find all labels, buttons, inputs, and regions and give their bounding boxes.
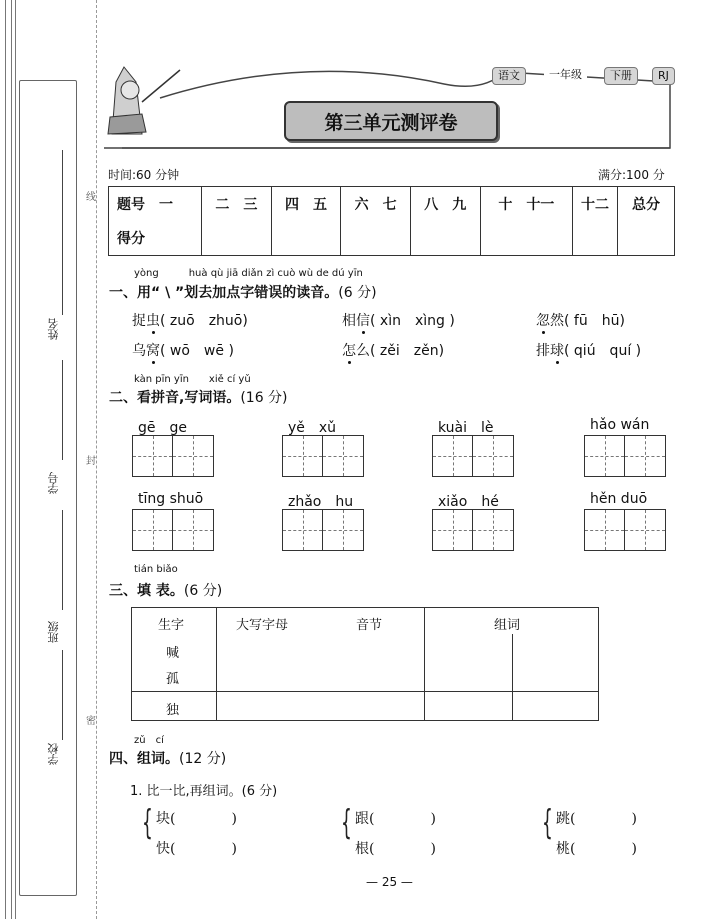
pinyin-prompt: tīng shuō: [138, 491, 204, 507]
margin-line: [11, 0, 12, 919]
class-label: 班级: [47, 621, 60, 643]
close-paren: ): [631, 841, 637, 857]
writing-cell[interactable]: [323, 436, 363, 476]
word-blank[interactable]: [556, 808, 637, 828]
writing-cell[interactable]: [323, 510, 363, 550]
school-underline: [62, 650, 63, 740]
brace-icon: {: [341, 803, 352, 843]
writing-grid: [584, 435, 666, 477]
word-prefix: 桃(: [556, 841, 576, 857]
close-paren: ): [631, 811, 637, 827]
full-score-info: 满分:100 分: [598, 168, 665, 182]
writing-cell[interactable]: [133, 510, 173, 550]
score-table: [108, 186, 675, 256]
pinyin-prompt: kuài lè: [438, 420, 494, 436]
item-word: 乌窝: [132, 343, 160, 359]
score-cell[interactable]: [341, 221, 411, 256]
section4-pinyin: zǔ cí: [134, 735, 164, 746]
word-blank[interactable]: [156, 808, 237, 828]
writing-grid: [132, 435, 214, 477]
cut-line: [96, 0, 97, 919]
header-char: 生字: [158, 618, 185, 633]
word-prefix: 根(: [355, 841, 375, 857]
score-header-cell: 六 七: [341, 187, 411, 222]
item-options: ( fū hū): [564, 313, 625, 329]
table-divider: [512, 634, 513, 720]
score-row-label: 得分: [109, 221, 202, 256]
section1-heading: 一、用“ \ ”划去加点字错误的读音。(6 分): [109, 285, 377, 301]
pronunciation-item[interactable]: [536, 340, 641, 360]
edition-tag: RJ: [652, 67, 675, 85]
writing-grid: [132, 509, 214, 551]
brace-icon: {: [142, 803, 153, 843]
writing-grid: [432, 509, 514, 551]
word-blank[interactable]: [156, 838, 237, 858]
word-prefix: 跳(: [556, 811, 576, 827]
pinyin-prompt: hěn duō: [590, 491, 648, 507]
section4-heading: 四、组词。(12 分): [109, 751, 227, 767]
score-cell[interactable]: [271, 221, 341, 256]
cut-mark: 线: [86, 192, 96, 203]
close-paren: ): [231, 811, 237, 827]
table-divider: [132, 691, 598, 692]
section2-pinyin: kàn pīn yīn xiě cí yǔ: [134, 374, 251, 385]
score-header-cell: 十 十一: [480, 187, 572, 222]
item-word: 捉虫: [132, 313, 160, 329]
writing-grid: [282, 435, 364, 477]
word-blank[interactable]: [355, 838, 436, 858]
writing-cell[interactable]: [473, 510, 513, 550]
char-cell: 喊: [166, 646, 180, 661]
pronunciation-item[interactable]: [132, 340, 234, 360]
word-prefix: 快(: [156, 841, 176, 857]
section1-pinyin: yòng huà qù jiā diǎn zì cuò wù de dú yīn: [134, 268, 363, 279]
subject-tag: 语文: [492, 67, 526, 85]
close-paren: ): [231, 841, 237, 857]
item-options: ( xìn xìng ): [370, 313, 455, 329]
fisherman-illustration-icon: [102, 62, 182, 140]
pronunciation-item[interactable]: [536, 310, 625, 330]
pinyin-prompt: yě xǔ: [288, 420, 337, 436]
student-id-label: 学号: [47, 472, 60, 494]
margin-line: [5, 0, 6, 919]
writing-cell[interactable]: [433, 510, 473, 550]
cut-mark: 封: [86, 456, 96, 467]
pinyin-prompt: hǎo wán: [590, 417, 650, 433]
item-options: ( qiú quí ): [564, 343, 642, 359]
section3-heading: 三、填 表。(6 分): [109, 583, 223, 599]
name-underline: [62, 150, 63, 315]
writing-cell[interactable]: [625, 436, 665, 476]
item-word: 怎么: [342, 343, 370, 359]
writing-grid: [584, 509, 666, 551]
item-word: 相信: [342, 313, 370, 329]
section2-heading: 二、看拼音,写词语。(16 分): [109, 390, 288, 406]
score-cell[interactable]: [410, 221, 480, 256]
header-word: 组词: [494, 618, 521, 633]
pinyin-prompt: zhǎo hu: [288, 494, 354, 510]
volume-tag: 下册: [604, 67, 638, 85]
writing-cell[interactable]: [433, 436, 473, 476]
score-cell[interactable]: [480, 221, 572, 256]
writing-grid: [282, 509, 364, 551]
pinyin-prompt: xiǎo hé: [438, 494, 499, 510]
brace-icon: {: [542, 803, 553, 843]
char-cell: 孤: [166, 672, 180, 687]
header-syllable: 音节: [356, 618, 383, 633]
writing-cell[interactable]: [585, 510, 625, 550]
section4-subtask: 1. 比一比,再组词。(6 分): [130, 784, 278, 799]
pronunciation-item[interactable]: [132, 310, 248, 330]
close-paren: ): [430, 841, 436, 857]
section3-pinyin: tián biǎo: [134, 564, 178, 575]
word-blank[interactable]: [556, 838, 637, 858]
score-header-cell: 总分: [618, 187, 675, 222]
writing-cell[interactable]: [585, 436, 625, 476]
table-divider: [424, 608, 425, 720]
fill-in-table: [131, 607, 599, 721]
word-prefix: 跟(: [355, 811, 375, 827]
score-header-cell: 二 三: [202, 187, 272, 222]
header-uppercase: 大写字母: [236, 618, 289, 633]
time-info: 时间:60 分钟: [108, 168, 180, 182]
close-paren: ): [430, 811, 436, 827]
item-options: ( zěi zěn): [370, 343, 445, 359]
margin-line: [15, 0, 16, 919]
name-label: 姓名: [47, 318, 60, 340]
cut-mark: 密: [86, 716, 96, 727]
writing-cell[interactable]: [133, 436, 173, 476]
writing-cell[interactable]: [173, 436, 213, 476]
score-cell[interactable]: [618, 221, 675, 256]
table-divider: [216, 608, 217, 720]
pronunciation-item[interactable]: [342, 310, 455, 330]
word-blank[interactable]: [355, 808, 436, 828]
writing-cell[interactable]: [625, 510, 665, 550]
writing-cell[interactable]: [283, 510, 323, 550]
score-header-cell: 八 九: [410, 187, 480, 222]
item-word: 忽然: [536, 313, 564, 329]
id-underline: [62, 360, 63, 460]
score-cell[interactable]: [202, 221, 272, 256]
exam-title: 第三单元测评卷: [284, 101, 498, 141]
pinyin-prompt: gē ge: [138, 420, 187, 436]
pronunciation-item[interactable]: [342, 340, 444, 360]
word-prefix: 块(: [156, 811, 176, 827]
score-header-cell: 四 五: [271, 187, 341, 222]
score-header-cell: 题号 一: [109, 187, 202, 222]
writing-cell[interactable]: [283, 436, 323, 476]
school-label: 学校: [47, 743, 60, 765]
char-cell: 独: [166, 703, 180, 718]
writing-cell[interactable]: [173, 510, 213, 550]
writing-grid: [432, 435, 514, 477]
grade-tag: 一年级: [544, 67, 587, 83]
item-word: 排球: [536, 343, 564, 359]
item-options: ( wō wē ): [160, 343, 234, 359]
class-underline: [62, 510, 63, 610]
writing-cell[interactable]: [473, 436, 513, 476]
score-cell[interactable]: [573, 221, 618, 256]
page-number: — 25 —: [366, 875, 413, 889]
item-options: ( zuō zhuō): [160, 313, 248, 329]
score-header-cell: 十二: [573, 187, 618, 222]
